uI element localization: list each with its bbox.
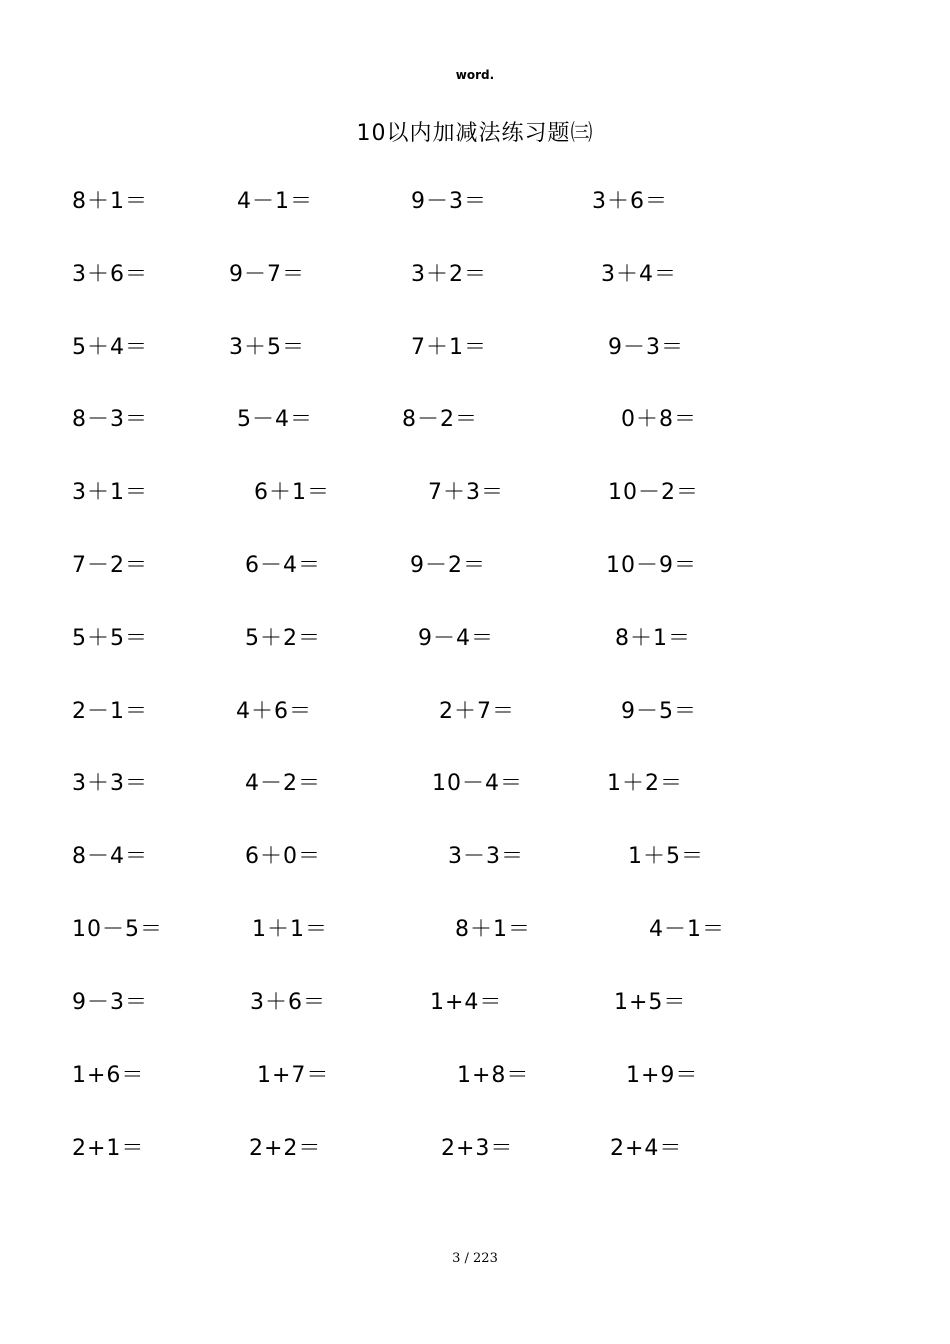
page-header: word. [455,68,495,82]
math-problem: 3＋6＝ [72,262,148,287]
math-problem: 9－3＝ [608,335,684,360]
math-problem: 3＋6＝ [592,189,668,214]
math-problem: 8－2＝ [402,407,478,432]
math-problem: 1+5＝ [614,990,687,1015]
math-problem: 4＋6＝ [236,699,312,724]
math-problem: 1+9＝ [626,1063,699,1088]
math-problem: 7＋3＝ [428,480,504,505]
math-problem: 3＋3＝ [72,771,148,796]
math-problem: 3＋6＝ [250,990,326,1015]
math-problem: 6＋1＝ [254,480,330,505]
math-problem: 10－9＝ [606,553,697,578]
math-problem: 1＋2＝ [607,771,683,796]
math-problem: 3＋2＝ [411,262,487,287]
math-problem: 8＋1＝ [455,917,531,942]
math-problem: 3＋4＝ [601,262,677,287]
math-problem: 10－5＝ [72,917,163,942]
math-problem: 2+3＝ [441,1136,514,1161]
math-problem: 8－3＝ [72,407,148,432]
math-problem: 10－2＝ [608,480,699,505]
math-problem: 6＋0＝ [245,844,321,869]
math-problem: 1＋5＝ [628,844,704,869]
math-problem: 5＋4＝ [72,335,148,360]
math-problem: 8＋1＝ [615,626,691,651]
math-problem: 5＋2＝ [245,626,321,651]
math-problem: 5＋5＝ [72,626,148,651]
math-problem: 9－7＝ [229,262,305,287]
math-problem: 1+6＝ [72,1063,145,1088]
math-problem: 10－4＝ [432,771,523,796]
math-problem: 4－2＝ [245,771,321,796]
math-problem: 7－2＝ [72,553,148,578]
math-problem: 0＋8＝ [621,407,697,432]
math-problem: 8－4＝ [72,844,148,869]
math-problem: 2+4＝ [610,1136,683,1161]
math-problem: 6－4＝ [245,553,321,578]
math-problem: 2－1＝ [72,699,148,724]
math-problem: 8＋1＝ [72,189,148,214]
math-problem: 3＋5＝ [229,335,305,360]
math-problem: 9－5＝ [621,699,697,724]
page-title: 10以内加减法练习题㈢ [356,121,594,146]
math-problem: 7＋1＝ [411,335,487,360]
math-problem: 2+1＝ [72,1136,145,1161]
math-problem: 9－4＝ [418,626,494,651]
math-problem: 5－4＝ [237,407,313,432]
page-number: 3 / 223 [452,1251,498,1266]
math-problem: 2+2＝ [249,1136,322,1161]
math-problem: 2＋7＝ [439,699,515,724]
math-problem: 3－3＝ [448,844,524,869]
math-problem: 9－2＝ [410,553,486,578]
math-problem: 1+4＝ [430,990,503,1015]
math-problem: 1＋1＝ [252,917,328,942]
math-problem: 3＋1＝ [72,480,148,505]
math-problem: 1+7＝ [257,1063,330,1088]
math-problem: 9－3＝ [72,990,148,1015]
math-problem: 9－3＝ [411,189,487,214]
math-problem: 4－1＝ [649,917,725,942]
math-problem: 1+8＝ [457,1063,530,1088]
math-problem: 4－1＝ [237,189,313,214]
